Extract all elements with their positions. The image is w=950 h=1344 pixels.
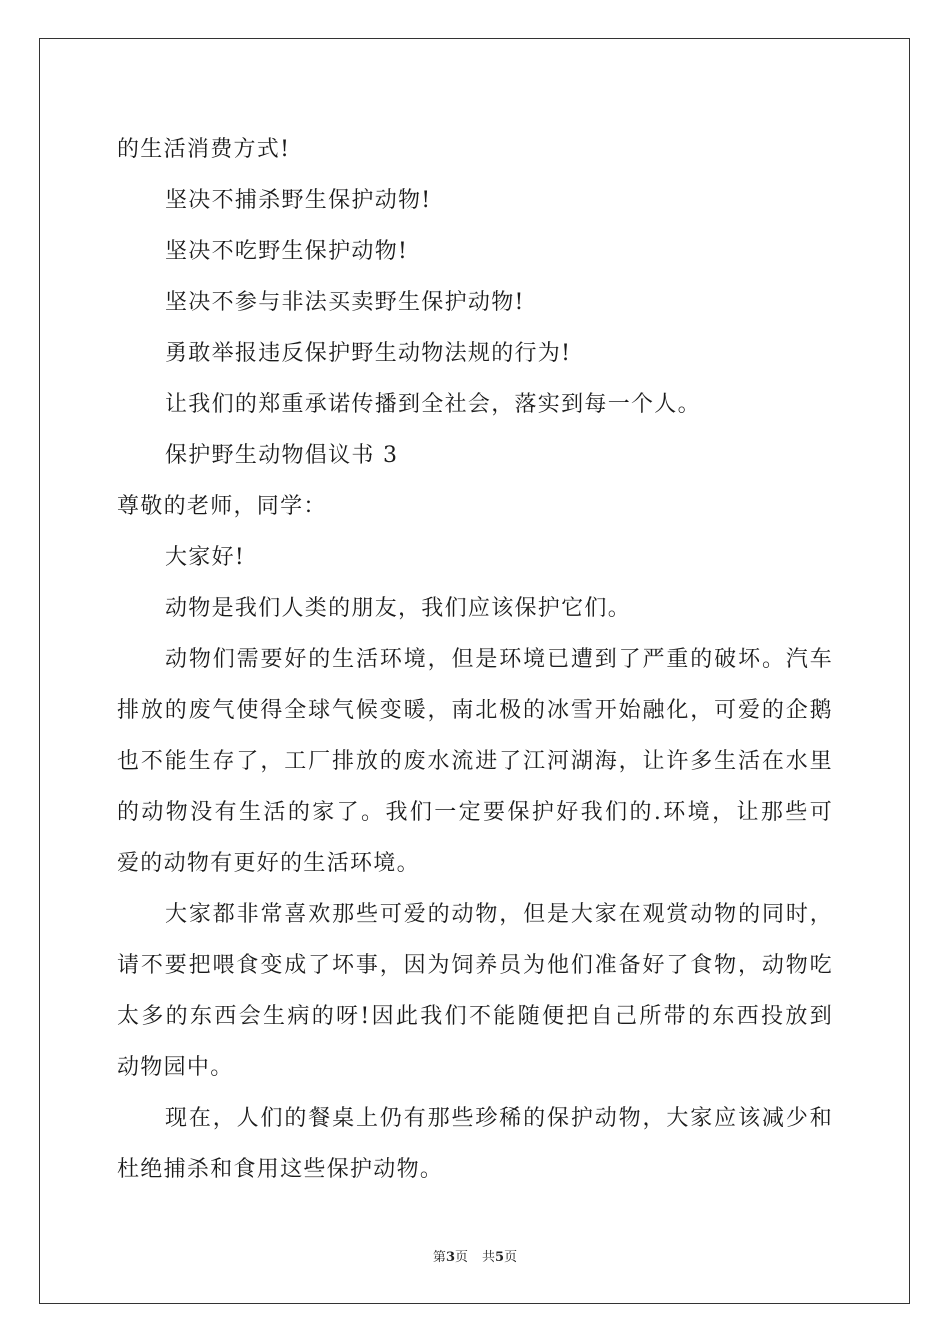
greeting: 大家好!: [165, 545, 246, 570]
text-line: 动物们需要好的生活环境，但是环境已遭到了严重的破坏。汽车: [165, 647, 833, 672]
page-number: 3: [445, 1250, 455, 1265]
total-suffix: 页: [504, 1250, 518, 1265]
text-line: 勇敢举报违反保护野生动物法规的行为!: [165, 341, 572, 366]
text-line: 排放的废气使得全球气候变暖，南北极的冰雪开始融化，可爱的企鹅: [117, 698, 833, 723]
total-pages: 5: [495, 1250, 505, 1265]
text-line: 杜绝捕杀和食用这些保护动物。: [117, 1157, 444, 1182]
text-line: 现在，人们的餐桌上仍有那些珍稀的保护动物，大家应该减少和: [165, 1106, 833, 1131]
text-line: 大家都非常喜欢那些可爱的动物，但是大家在观赏动物的同时，: [165, 902, 833, 927]
text-line: 爱的动物有更好的生活环境。: [117, 851, 420, 876]
page-suffix: 页: [454, 1250, 468, 1265]
section-heading: 保护野生动物倡议书 3: [165, 443, 399, 468]
text-line: 坚决不捕杀野生保护动物!: [165, 188, 432, 213]
text-line: 太多的东西会生病的呀!因此我们不能随便把自己所带的东西投放到: [117, 1004, 833, 1029]
text-line: 动物园中。: [117, 1055, 234, 1080]
total-prefix: 共: [482, 1250, 496, 1265]
page-prefix: 第: [432, 1250, 446, 1265]
text-line: 的生活消费方式!: [117, 137, 291, 162]
page-footer: [0, 1246, 950, 1265]
text-line: 的动物没有生活的家了。我们一定要保护好我们的.环境，让那些可: [117, 800, 833, 825]
text-line: 请不要把喂食变成了坏事，因为饲养员为他们准备好了食物，动物吃: [117, 953, 833, 978]
text-line: 坚决不参与非法买卖野生保护动物!: [165, 290, 525, 315]
salutation: 尊敬的老师，同学：: [117, 494, 327, 519]
document-body: [117, 124, 833, 1195]
text-line: 坚决不吃野生保护动物!: [165, 239, 409, 264]
text-line: 动物是我们人类的朋友，我们应该保护它们。: [165, 596, 632, 621]
text-line: 也不能生存了，工厂排放的废水流进了江河湖海，让许多生活在水里: [117, 749, 833, 774]
text-line: 让我们的郑重承诺传播到全社会，落实到每一个人。: [165, 392, 701, 417]
